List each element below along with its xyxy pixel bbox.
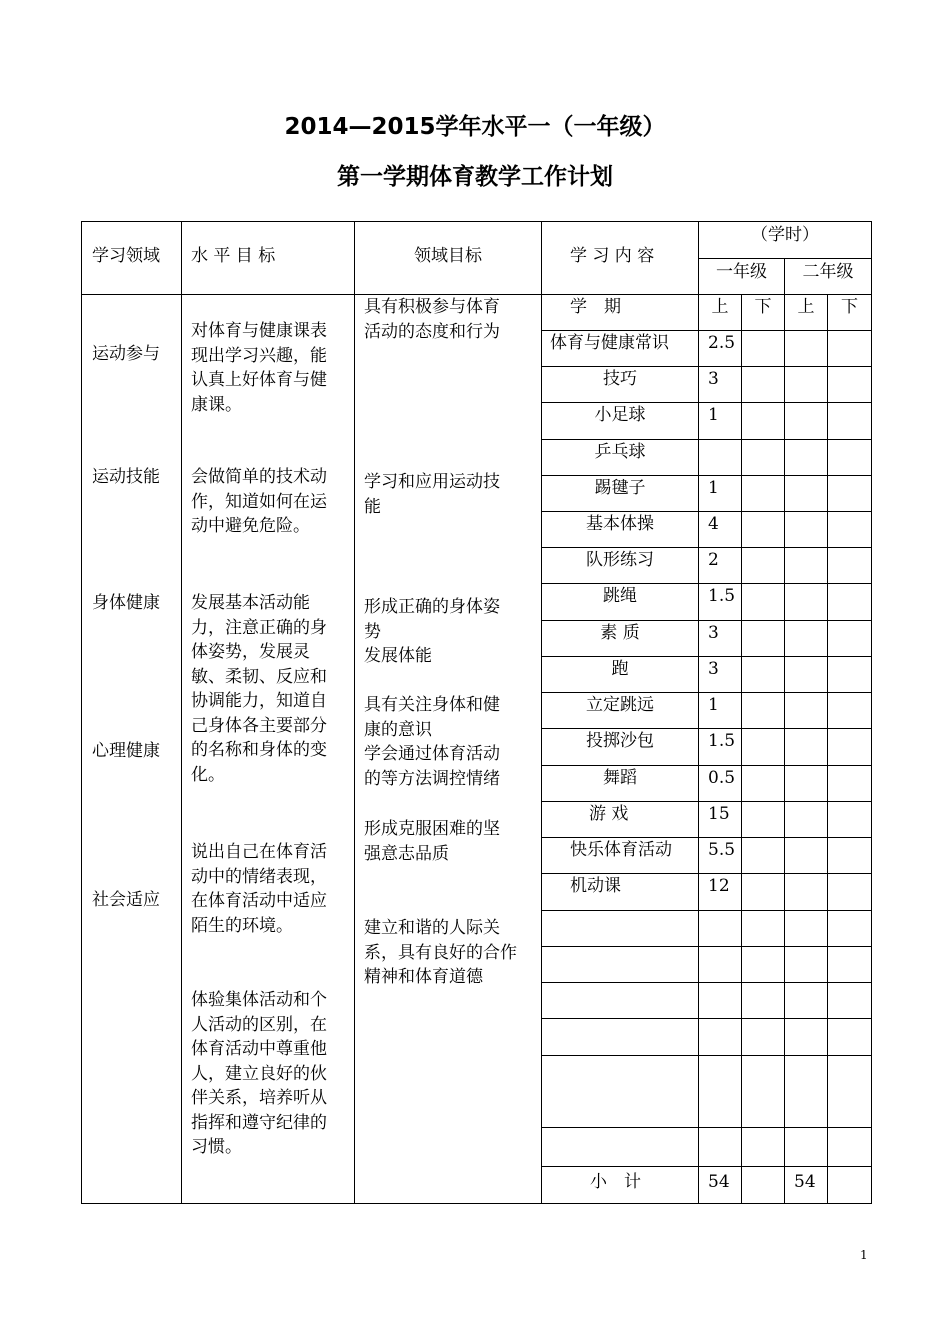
field-goal-1: 具有积极参与体育 活动的态度和行为 bbox=[364, 297, 500, 342]
header-content: 学 习 内 容 bbox=[570, 246, 655, 266]
semester-g1-down: 下 bbox=[754, 297, 772, 317]
content-row-name: 技巧 bbox=[603, 369, 637, 389]
header-row-divider bbox=[698, 258, 872, 259]
content-row-hours-g1-up: 1 bbox=[708, 478, 719, 498]
row-divider bbox=[541, 1127, 872, 1128]
content-row-name: 踢毽子 bbox=[594, 478, 646, 498]
col-divider bbox=[181, 221, 182, 1204]
semester-label: 学 期 bbox=[570, 297, 621, 317]
domain-mental-health: 心理健康 bbox=[92, 741, 160, 761]
header-hours: （学时） bbox=[751, 225, 819, 245]
semester-g2-up: 上 bbox=[797, 297, 815, 317]
table-border-right bbox=[871, 221, 872, 1204]
col-divider bbox=[784, 258, 785, 1204]
content-row-hours-g1-up: 2 bbox=[708, 550, 719, 570]
content-row-hours-g1-up: 1 bbox=[708, 405, 719, 425]
field-goal-2: 学习和应用运动技 能 bbox=[364, 472, 500, 517]
semester-g2-down: 下 bbox=[841, 297, 858, 317]
subtotal-g1-up: 54 bbox=[708, 1172, 730, 1192]
content-row-hours-g1-up: 3 bbox=[708, 623, 719, 643]
domain-physical-health: 身体健康 bbox=[92, 593, 160, 613]
content-row-hours-g1-up: 15 bbox=[708, 804, 730, 824]
content-row-name: 素 质 bbox=[600, 623, 640, 643]
content-row-hours-g1-up: 1.5 bbox=[708, 586, 736, 606]
content-row-hours-g1-up: 3 bbox=[708, 369, 719, 389]
content-row-hours-g1-up: 12 bbox=[708, 876, 730, 896]
field-goal-3: 形成正确的身体姿 势 发展体能 bbox=[364, 597, 500, 666]
level-goal-2: 会做简单的技术动 作，知道如何在运 动中避免危险。 bbox=[191, 467, 327, 536]
content-row-name: 机动课 bbox=[570, 876, 621, 896]
content-row-hours-g1-up: 4 bbox=[708, 514, 719, 534]
level-goal-1: 对体育与健康课表 现出学习兴趣，能 认真上好体育与健 康课。 bbox=[191, 321, 327, 415]
content-row-name: 舞蹈 bbox=[603, 768, 637, 788]
document-title: 2014—2015学年水平一（一年级） bbox=[284, 114, 666, 140]
field-goal-6: 建立和谐的人际关 系，具有良好的合作 精神和体育道德 bbox=[364, 918, 517, 987]
table-border-top bbox=[81, 221, 872, 222]
row-divider bbox=[541, 982, 872, 983]
content-row-name: 队形练习 bbox=[586, 550, 654, 570]
content-row-name: 立定跳远 bbox=[586, 695, 654, 715]
content-row-name: 乒乓球 bbox=[594, 442, 646, 462]
semester-g1-up: 上 bbox=[711, 297, 729, 317]
document-subtitle: 第一学期体育教学工作计划 bbox=[337, 164, 613, 190]
content-row-hours-g1-up: 1.5 bbox=[708, 731, 736, 751]
subtotal-label: 小 计 bbox=[590, 1172, 641, 1192]
row-divider bbox=[541, 1055, 872, 1056]
header-domain: 学习领域 bbox=[92, 246, 160, 266]
content-row-name: 基本体操 bbox=[586, 514, 654, 534]
teaching-plan-table bbox=[81, 221, 872, 1204]
col-divider bbox=[354, 221, 355, 1204]
content-row-name: 快乐体育活动 bbox=[570, 840, 672, 860]
level-goal-5: 体验集体活动和个 人活动的区别，在 体育活动中尊重他 人，建立良好的伙 伴关系，培养听从 指挥和遵守纪律的 习惯。 bbox=[191, 990, 327, 1157]
domain-sport-skills: 运动技能 bbox=[92, 467, 160, 487]
page-number: 1 bbox=[860, 1248, 868, 1262]
col-divider bbox=[741, 294, 742, 1204]
content-row-hours-g1-up: 5.5 bbox=[708, 840, 736, 860]
subtotal-g2-up: 54 bbox=[794, 1172, 816, 1192]
domain-sport-participation: 运动参与 bbox=[92, 344, 160, 364]
content-row-name: 投掷沙包 bbox=[586, 731, 654, 751]
row-divider bbox=[541, 1018, 872, 1019]
header-field-goal: 领域目标 bbox=[414, 246, 482, 266]
content-row-hours-g1-up: 2.5 bbox=[708, 333, 736, 353]
content-row-name: 游 戏 bbox=[589, 804, 629, 824]
field-goal-4: 具有关注身体和健 康的意识 学会通过体育活动 的等方法调控情绪 bbox=[364, 695, 500, 789]
row-divider bbox=[541, 1166, 872, 1167]
level-goal-3: 发展基本活动能 力，注意正确的身 体姿势，发展灵 敏、柔韧、反应和 协调能力，知道自 己身体各主要部分 的名称和身体的变 化。 bbox=[191, 593, 327, 785]
content-row-hours-g1-up: 3 bbox=[708, 659, 719, 679]
level-goal-4: 说出自己在体育活 动中的情绪表现， 在体育活动中适应 陌生的环境。 bbox=[191, 842, 327, 936]
content-row-name: 跑 bbox=[611, 659, 629, 679]
domain-social-adaptation: 社会适应 bbox=[92, 890, 160, 910]
table-border-bottom bbox=[81, 1203, 872, 1204]
header-grade1: 一年级 bbox=[716, 262, 767, 282]
content-row-name: 体育与健康常识 bbox=[550, 333, 669, 353]
col-divider bbox=[698, 221, 699, 1204]
col-divider bbox=[827, 294, 828, 1204]
row-divider bbox=[541, 910, 872, 911]
row-divider bbox=[541, 946, 872, 947]
table-border-left bbox=[81, 221, 82, 1204]
field-goal-5: 形成克服困难的坚 强意志品质 bbox=[364, 819, 500, 864]
header-level-goal: 水 平 目 标 bbox=[191, 246, 276, 266]
content-row-hours-g1-up: 0.5 bbox=[708, 768, 736, 788]
header-grade2: 二年级 bbox=[802, 262, 854, 282]
content-row-name: 跳绳 bbox=[603, 586, 637, 606]
content-row-name: 小足球 bbox=[594, 405, 646, 425]
content-row-hours-g1-up: 1 bbox=[708, 695, 719, 715]
